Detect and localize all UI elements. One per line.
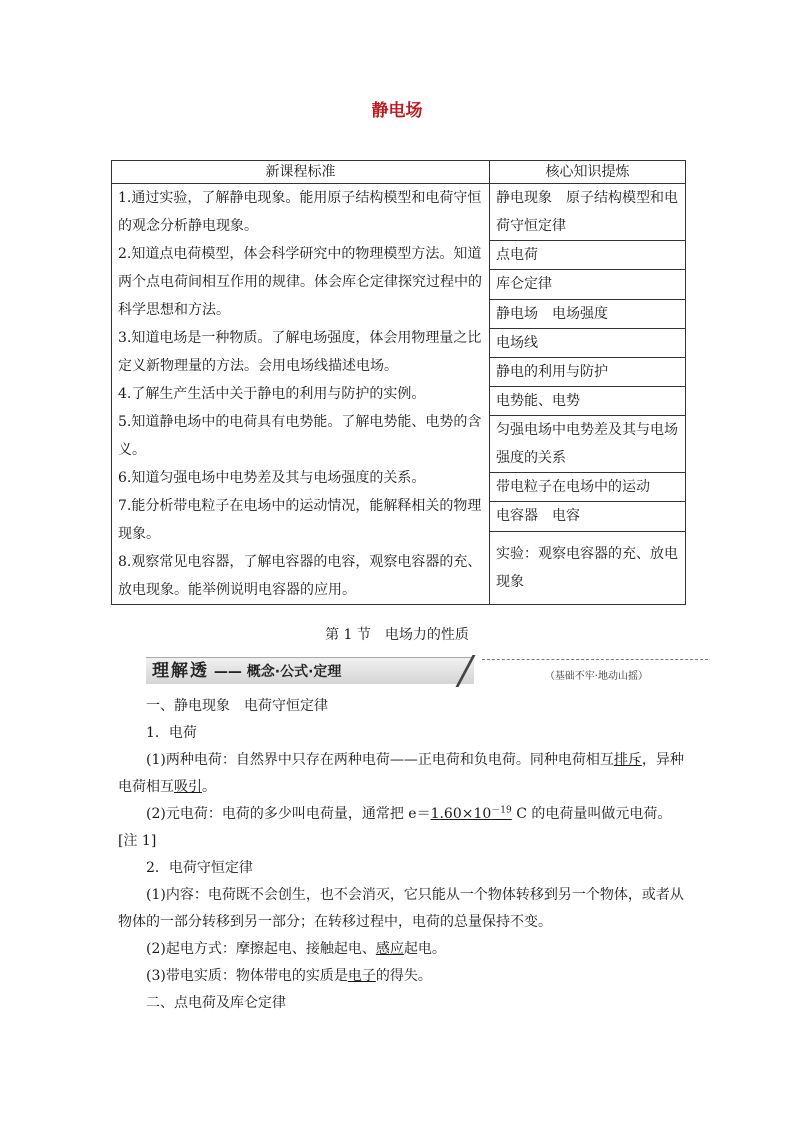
- banner-label: [146, 657, 474, 684]
- section-title: 第 1 节 电场力的性质: [325, 627, 469, 643]
- paragraph-electrification-essence: (3)带电实质：物体带电的实质是电子的得失。: [146, 968, 432, 984]
- core-item: 静电的利用与防护: [490, 357, 686, 386]
- banner-sub: 概念·公式·定理: [246, 664, 342, 680]
- core-item: 电容器 电容: [490, 502, 686, 531]
- subheading-conservation: 2．电荷守恒定律: [146, 860, 253, 876]
- subheading-charge: 1．电荷: [146, 725, 197, 741]
- core-item: 电场线: [490, 328, 686, 357]
- core-item: 实验：观察电容器的充、放电现象: [490, 531, 686, 604]
- header-core-knowledge: 核心知识提炼: [490, 161, 686, 184]
- core-item: 带电粒子在电场中的运动: [490, 473, 686, 502]
- standard-item: 4.了解生产生活中关于静电的利用与防护的实例。: [118, 386, 426, 402]
- curriculum-table: [111, 160, 686, 605]
- standard-item: 6.知道匀强电场中电势差及其与电场强度的关系。: [118, 470, 426, 486]
- banner-main: 理解透: [152, 661, 209, 681]
- core-item: 库仑定律: [490, 270, 686, 299]
- paragraph-conservation-content: (1)内容：电荷既不会创生，也不会消灭，它只能从一个物体转移到另一个物体，或者从物体的一部分转移到另一部分；在转移过程中，电荷的总量保持不变。: [118, 887, 684, 930]
- blank-answer: 感应: [375, 941, 404, 957]
- heading-2: 二、点电荷及库仑定律: [146, 995, 286, 1011]
- core-item: 点电荷: [490, 241, 686, 270]
- lesson-body: [118, 693, 684, 1017]
- core-item: 静电场 电场强度: [490, 299, 686, 328]
- core-item: 电势能、电势: [490, 386, 686, 415]
- blank-answer: 排斥: [613, 752, 642, 768]
- paragraph-elementary-charge: (2)元电荷：电荷的多少叫电荷量，通常把 $e=1.60\times 10^{-19}$ C 的电荷量叫做元电荷。[注 1]: [118, 805, 672, 849]
- paragraph-two-charges: (1)两种电荷：自然界中只存在两种电荷——正电荷和负电荷。同种电荷相互排斥，异种电荷相互吸引。: [118, 752, 684, 795]
- blank-answer: 吸引: [174, 779, 202, 795]
- heading-1: 一、静电现象 电荷守恒定律: [146, 698, 328, 714]
- banner-dash: ——: [213, 664, 242, 680]
- blank-answer: 电子: [347, 968, 376, 984]
- standard-item: 8.观察常见电容器，了解电容器的电容，观察电容器的充、放电现象。能举例说明电容器的应用。: [118, 554, 482, 598]
- standard-item: 2.知道点电荷模型，体会科学研究中的物理模型方法。知道两个点电荷间相互作用的规律。体会库仑定律探究过程中的科学思想和方法。: [118, 246, 482, 318]
- standard-item: 5.知道静电场中的电荷具有电势能。了解电势能、电势的含义。: [118, 414, 482, 458]
- banner-note: （基础不牢·地动山摇）: [544, 671, 648, 682]
- standard-item: 1.通过实验，了解静电现象。能用原子结构模型和电荷守恒的观念分析静电现象。: [118, 190, 482, 234]
- standard-item: 7.能分析带电粒子在电场中的运动情况，能解释相关的物理现象。: [118, 498, 482, 542]
- core-item: 静电现象 原子结构模型和电荷守恒定律: [490, 184, 686, 241]
- core-item: 匀强电场中电势差及其与电场强度的关系: [490, 416, 686, 473]
- standards-cell: [112, 184, 490, 605]
- page-title: 静电场: [371, 101, 423, 121]
- banner-dashed-line: [482, 659, 708, 660]
- standard-item: 3.知道电场是一种物质。了解电场强度，体会用物理量之比定义新物理量的方法。会用电场线描述电场。: [118, 330, 482, 374]
- section-banner: [146, 655, 708, 689]
- paragraph-electrification-methods: (2)起电方式：摩擦起电、接触起电、感应起电。: [146, 941, 446, 957]
- header-standards: 新课程标准: [112, 161, 490, 184]
- blank-answer: $1.60\times 10^{-19}$: [430, 805, 512, 822]
